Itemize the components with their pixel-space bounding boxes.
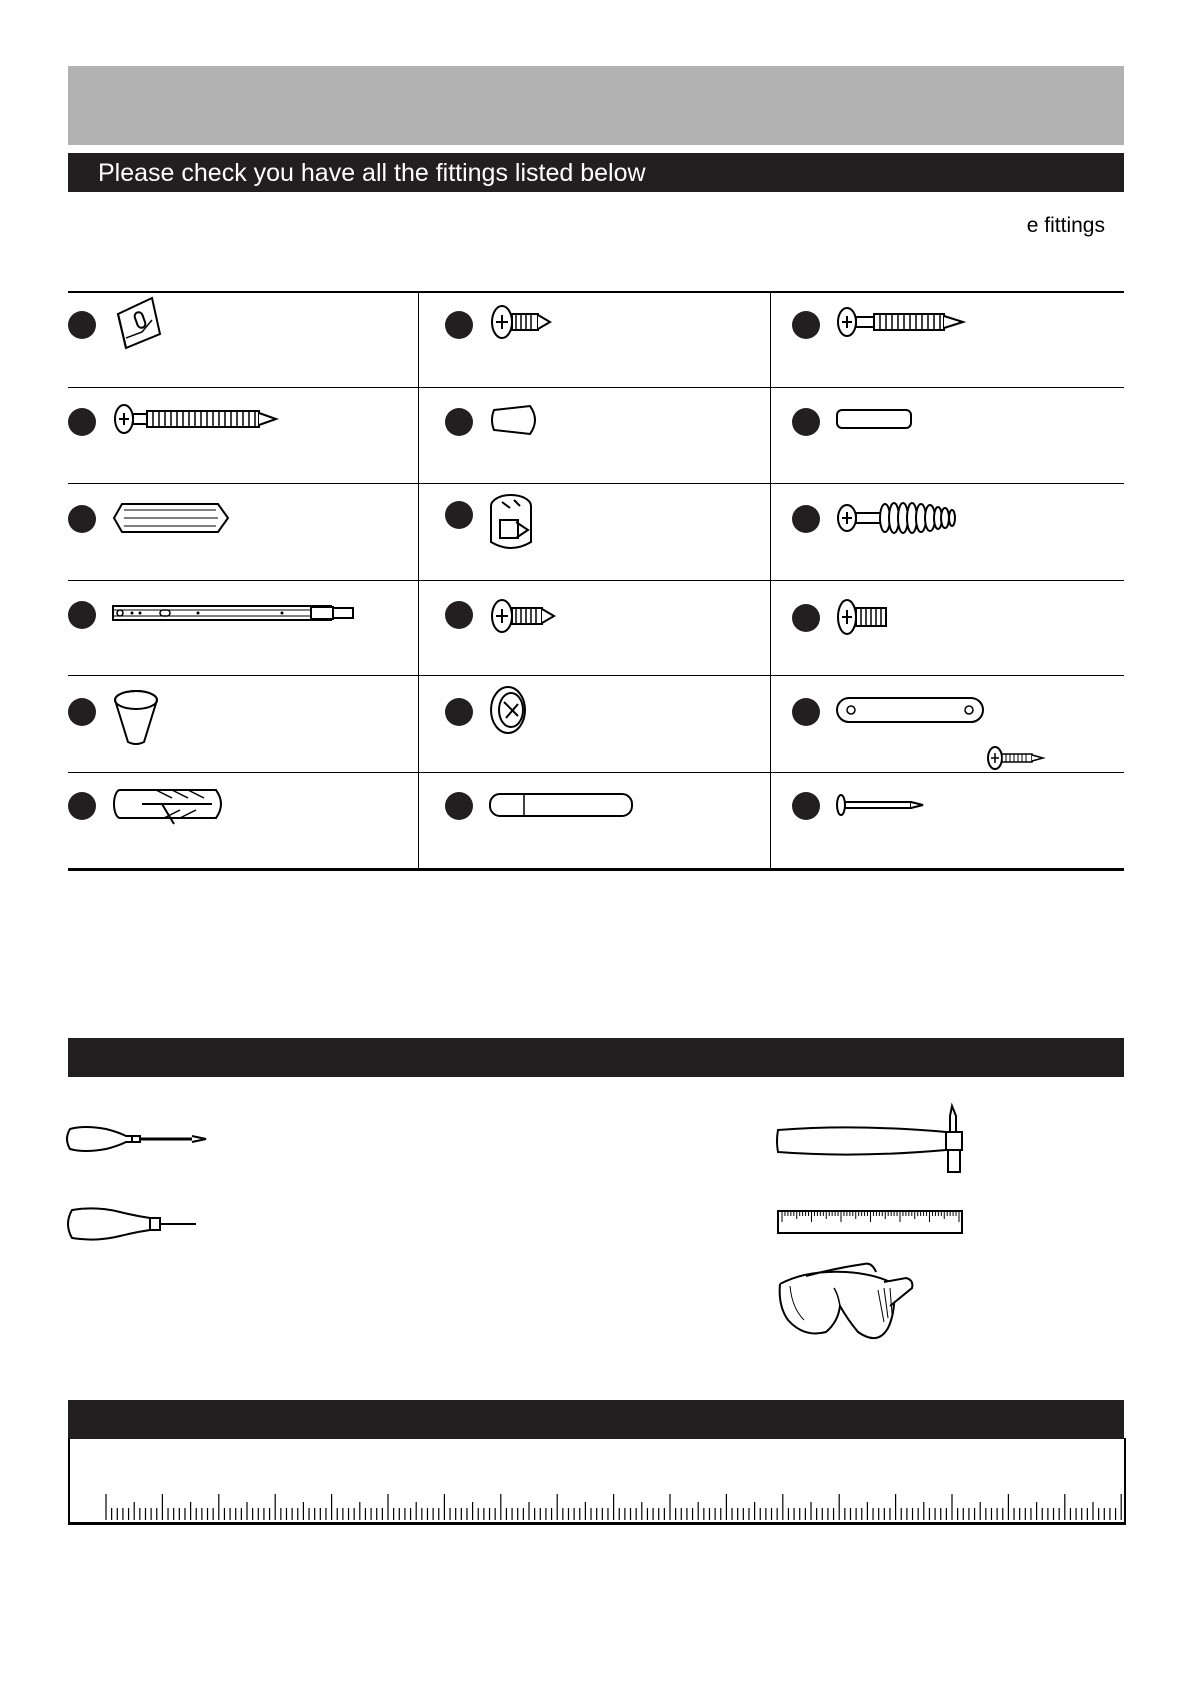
fitting-marker [792, 604, 820, 632]
hammer-icon [776, 1104, 966, 1174]
plastic-dowel-icon [488, 791, 636, 819]
fitting-marker [792, 792, 820, 820]
fitting-marker [445, 501, 473, 529]
tools-heading-bar [68, 1038, 1124, 1077]
fitting-marker [68, 311, 96, 339]
fitting-marker [68, 698, 96, 726]
fittings-table-bottom-rule [68, 868, 1124, 871]
fittings-row-divider [68, 387, 1124, 388]
fitting-marker [445, 792, 473, 820]
nail-icon [835, 792, 925, 818]
fitting-marker [792, 505, 820, 533]
wooden-dowel-icon [112, 501, 232, 535]
cam-lock-icon [486, 492, 536, 554]
ruler-icon [776, 1209, 964, 1235]
fittings-row-divider [68, 675, 1124, 676]
fittings-column-divider [418, 291, 419, 869]
runner-screw-icon [488, 596, 558, 636]
fitting-marker [792, 311, 820, 339]
fittings-row-divider [68, 772, 1124, 773]
screwdriver-icon [66, 1124, 212, 1154]
safety-glasses-icon [776, 1262, 916, 1348]
fitting-marker [792, 408, 820, 436]
ruler-scale [68, 1488, 1124, 1522]
fittings-row-divider [68, 580, 1124, 581]
long-screw-icon [112, 403, 280, 435]
fittings-heading-bar [68, 153, 1124, 192]
fitting-marker [68, 505, 96, 533]
fitting-marker [68, 601, 96, 629]
fittings-row-divider [68, 483, 1124, 484]
fitting-marker [68, 408, 96, 436]
short-screw-icon [488, 303, 554, 343]
fitting-marker [792, 698, 820, 726]
fitting-marker [68, 792, 96, 820]
ruler-heading-bar [68, 1400, 1124, 1439]
fitting-marker [445, 698, 473, 726]
cover-cap-icon [488, 684, 532, 736]
bradawl-icon [66, 1206, 200, 1242]
medium-screw-icon [835, 306, 967, 338]
header-banner [68, 66, 1124, 145]
drawer-runner-icon [112, 604, 356, 622]
cap-icon [488, 404, 544, 438]
fittings-column-divider [770, 291, 771, 869]
fittings-table-top-rule [68, 291, 1124, 293]
fittings-note: e fittings [1026, 214, 1105, 237]
fitting-marker [445, 311, 473, 339]
wall-plug-icon [112, 784, 232, 828]
fitting-marker [445, 408, 473, 436]
corner-bracket-icon [112, 296, 164, 352]
cam-bolt-icon [835, 500, 965, 536]
plate-screw-icon [986, 746, 1046, 770]
connecting-plate-icon [835, 695, 985, 725]
knob-icon [112, 688, 162, 748]
fitting-marker [445, 601, 473, 629]
handle-bolt-icon [835, 596, 895, 638]
pin-icon [835, 406, 915, 432]
fittings-heading: Please check you have all the fittings listed below [98, 159, 646, 187]
